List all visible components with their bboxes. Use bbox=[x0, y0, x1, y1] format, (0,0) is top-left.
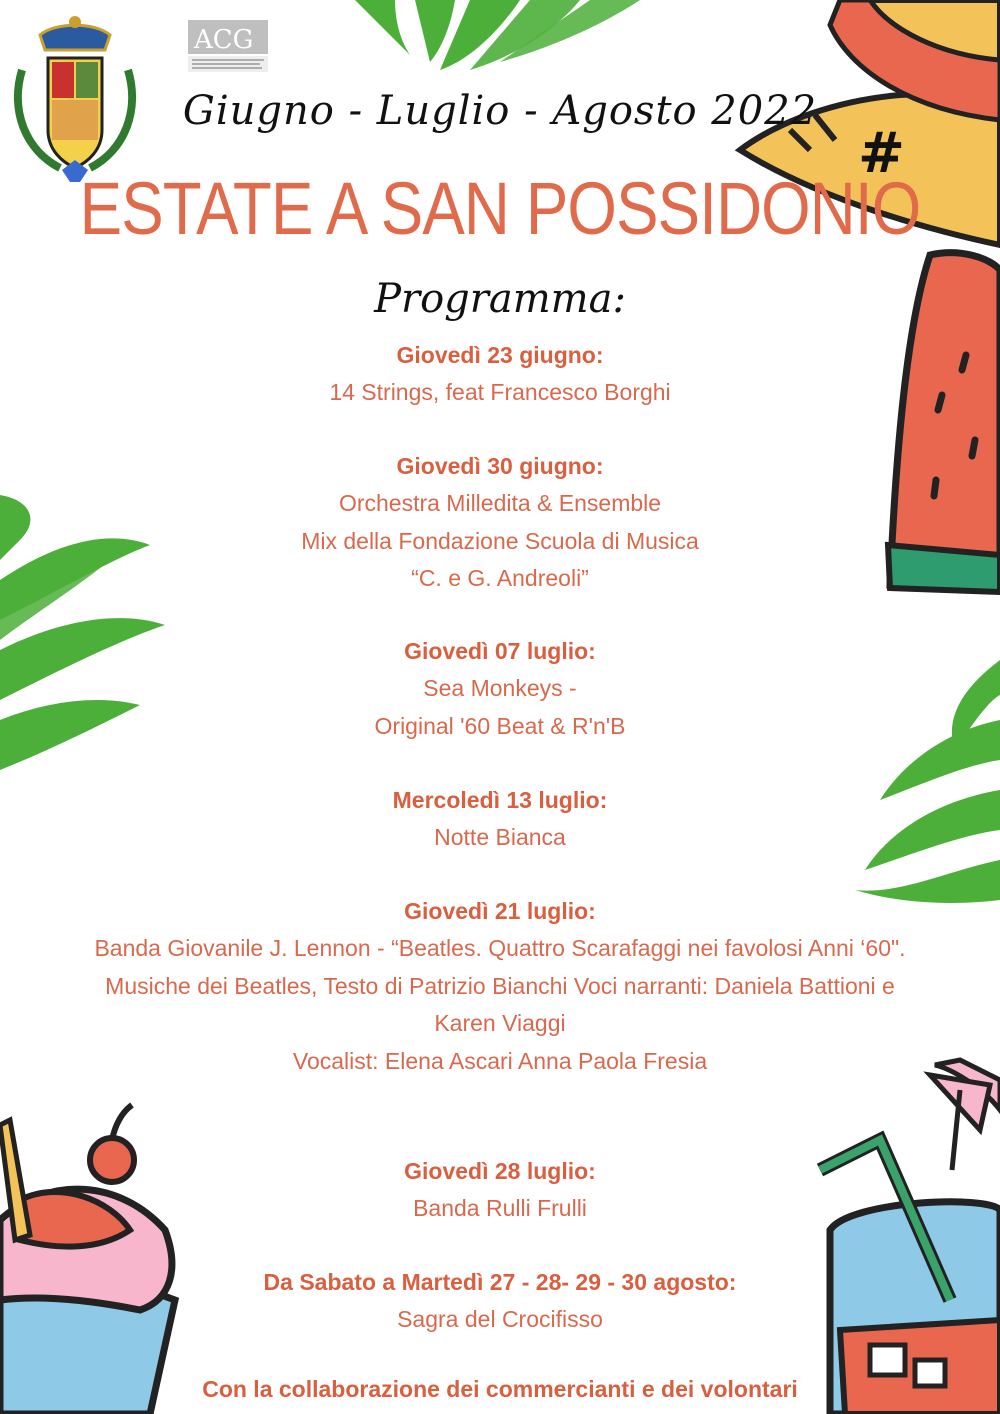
event-line: Notte Bianca bbox=[434, 824, 566, 850]
event-1 bbox=[0, 336, 1000, 412]
event-5 bbox=[0, 892, 1000, 1080]
page-title: ESTATE A SAN POSSIDONIO bbox=[79, 167, 921, 250]
event-line: “C. e G. Andreoli” bbox=[411, 565, 589, 591]
partner-logo-label: ACG bbox=[194, 25, 254, 55]
event-line: Karen Viaggi bbox=[434, 1010, 566, 1036]
event-line: Sea Monkeys - bbox=[423, 675, 577, 701]
event-7 bbox=[0, 1263, 1000, 1339]
program-heading: Programma: bbox=[374, 276, 626, 322]
event-line: Banda Rulli Frulli bbox=[413, 1195, 587, 1221]
season-subtitle: Giugno - Luglio - Agosto 2022 bbox=[182, 88, 818, 134]
event-date: Giovedì 28 luglio: bbox=[404, 1158, 596, 1184]
event-line: Banda Giovanile J. Lennon - “Beatles. Quattro Scarafaggi nei favolosi Anni ‘60". bbox=[94, 935, 906, 961]
event-date: Mercoledì 13 luglio: bbox=[392, 787, 608, 813]
event-date: Giovedì 23 giugno: bbox=[396, 342, 604, 368]
event-date: Giovedì 30 giugno: bbox=[396, 453, 604, 479]
event-line: Original '60 Beat & R'n'B bbox=[374, 712, 626, 739]
cocktail-jar-icon bbox=[820, 1060, 1000, 1414]
event-line: Sagra del Crocifisso bbox=[397, 1306, 603, 1332]
event-4 bbox=[0, 781, 1000, 857]
event-line: Orchestra Milledita & Ensemble bbox=[338, 490, 662, 516]
event-date: Giovedì 21 luglio: bbox=[404, 898, 596, 924]
event-line: Mix della Fondazione Scuola di Musica bbox=[301, 527, 699, 554]
event-line: 14 Strings, feat Francesco Borghi bbox=[329, 379, 671, 405]
event-2 bbox=[0, 447, 1000, 598]
event-date: Giovedì 07 luglio: bbox=[404, 638, 596, 664]
event-line: Musiche dei Beatles, Testo di Patrizio Bianchi Voci narranti: Daniela Battioni e bbox=[105, 972, 895, 999]
footer-credits: Con la collaborazione dei commercianti e dei volontari bbox=[202, 1376, 798, 1402]
event-date: Da Sabato a Martedì 27 - 28- 29 - 30 agosto: bbox=[263, 1269, 737, 1295]
palm-leaf-top-icon bbox=[355, 0, 640, 70]
event-3 bbox=[0, 632, 1000, 745]
event-6 bbox=[0, 1152, 1000, 1228]
hat-hashtag-label: # bbox=[858, 121, 905, 186]
event-line: Vocalist: Elena Ascari Anna Paola Fresia bbox=[292, 1047, 708, 1074]
